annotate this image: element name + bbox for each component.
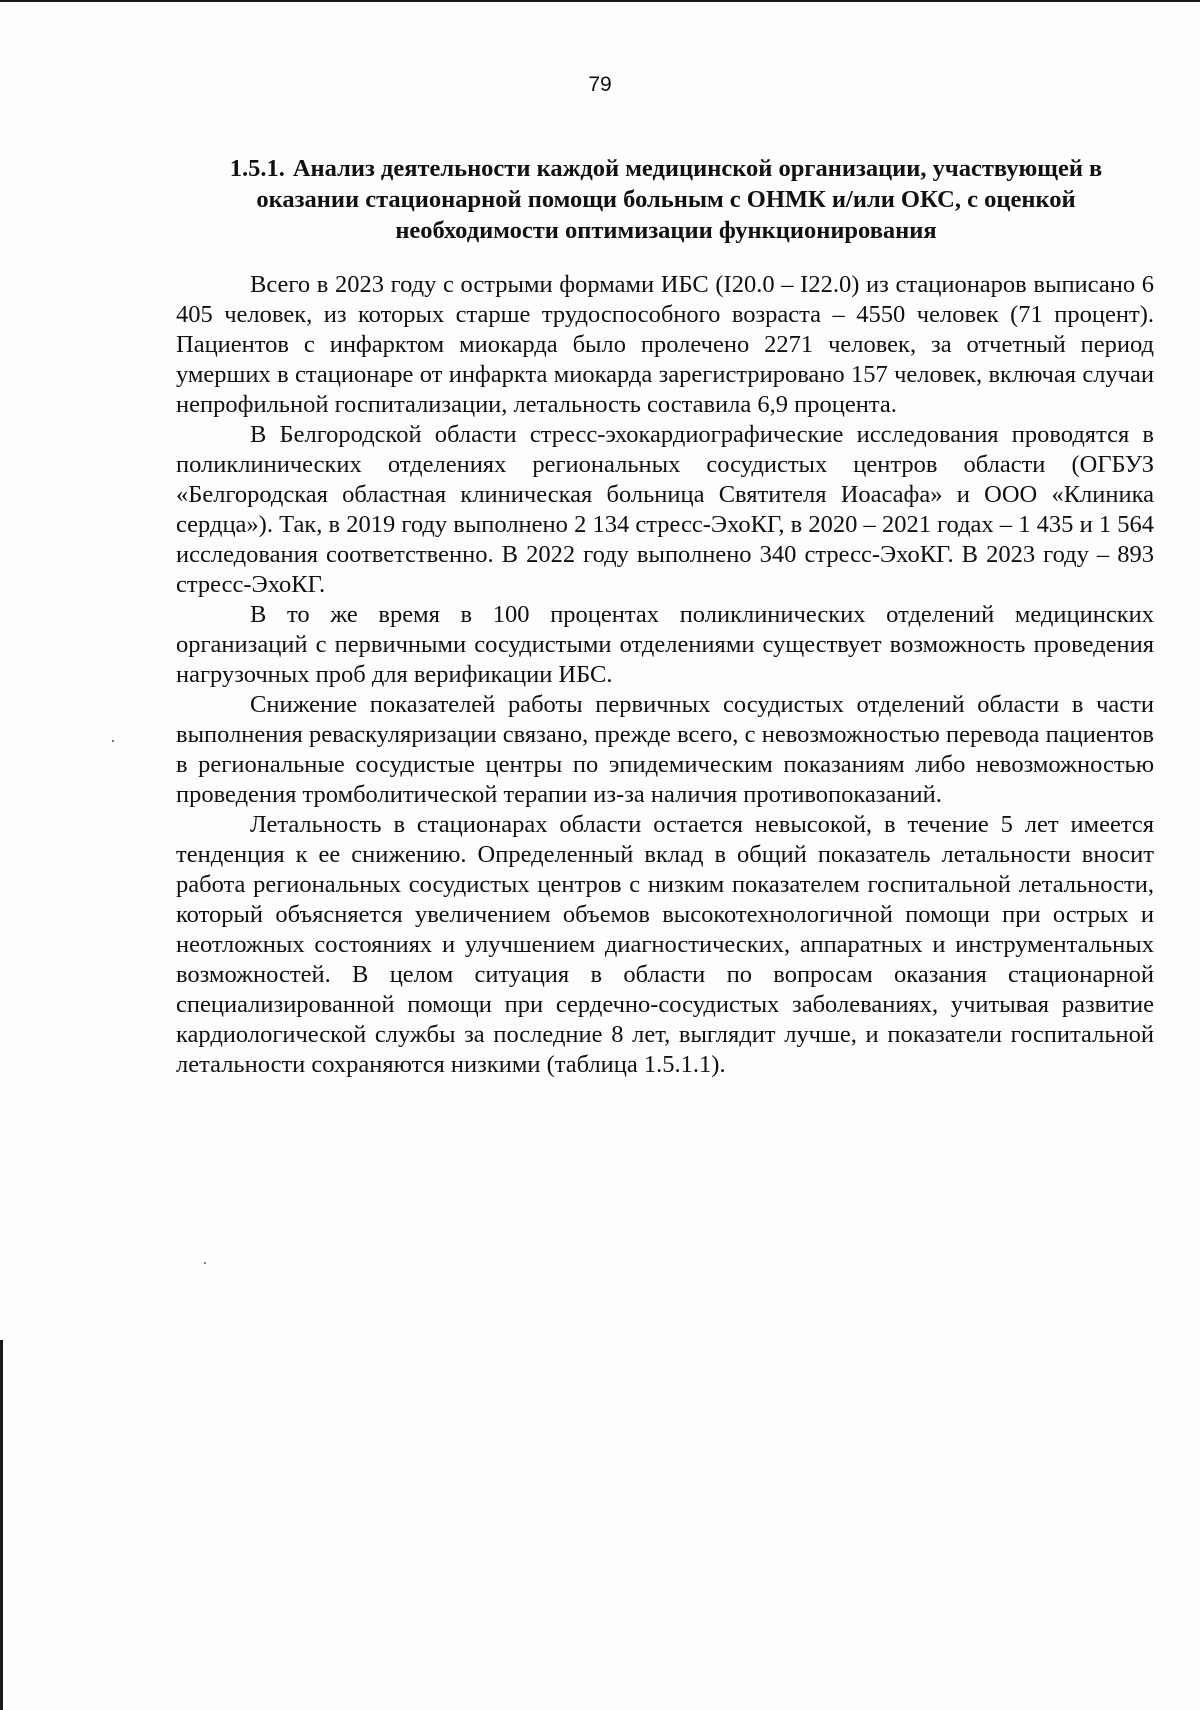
paragraph: Снижение показателей работы первичных сосудистых отделений области в части выполнения реваскуляризации связано, прежде всего, с невозможностью перевода пациентов в региональные сосудистые центры по эпидемическим показаниям либо невозможностью проведения тромболитической терапии из-за наличия противопоказаний.: [176, 691, 1154, 808]
paragraph: В Белгородской области стресс-эхокардиографические исследования проводятся в поликлинических отделениях региональных сосудистых центров области (ОГБУЗ «Белгородская областная клиническая больница Святителя Иоасафа» и ООО «Клиника сердца»). Так, в 2019 году выполнено 2 134 стресс-ЭхоКГ, в 2020 – 2021 годах – 1 435 и 1 564 исследования соответственно. В 2022 году выполнено 340 стресс-ЭхоКГ. В 2023 году – 893 стресс-ЭхоКГ.: [176, 421, 1154, 598]
paragraph: В то же время в 100 процентах поликлинических отделений медицинских организаций с первичными сосудистыми отделениями существует возможность проведения нагрузочных проб для верификации ИБС.: [176, 601, 1154, 688]
section-number: 1.5.1.: [229, 155, 285, 182]
page-number: 79: [588, 73, 612, 96]
paragraph: Всего в 2023 году с острыми формами ИБС (I20.0 – I22.0) из стационаров выписано 6 405 человек, из которых старше трудоспособного возраста – 4550 человек (71 процент). Пациентов с инфарктом миокарда было пролечено 2271 человек, за отчетный период умерших в стационаре от инфаркта миокарда зарегистрировано 157 человек, включая случаи непрофильной госпитализации, летальность составила 6,9 процента.: [176, 271, 1154, 418]
body-text: [176, 270, 1154, 1080]
scan-speck: [112, 740, 114, 742]
section-heading: [176, 153, 1156, 246]
paragraph: Летальность в стационарах области остается невысокой, в течение 5 лет имеется тенденция к ее снижению. Определенный вклад в общий показатель летальности вносит работа региональных сосудистых центров с низким показателем госпитальной летальности, который объясняется увеличением объемов высокотехнологичной помощи при острых и неотложных состояниях и улучшением диагностических, аппаратных и инструментальных возможностей. В целом ситуация в области по вопросам оказания стационарной специализированной помощи при сердечно-сосудистых заболеваниях, учитывая развитие кардиологической службы за последние 8 лет, выглядит лучше, и показатели госпитальной летальности сохраняются низкими (таблица 1.5.1.1).: [176, 811, 1154, 1078]
scan-speck: [204, 1262, 206, 1264]
section-title: Анализ деятельности каждой медицинской организации, участвующей в оказании стационарной помощи больным с ОНМК и/или ОКС, с оценкой необходимости оптимизации функционирования: [256, 155, 1103, 244]
scan-border-left: [0, 1340, 3, 1710]
scan-border-top: [0, 0, 1200, 2]
